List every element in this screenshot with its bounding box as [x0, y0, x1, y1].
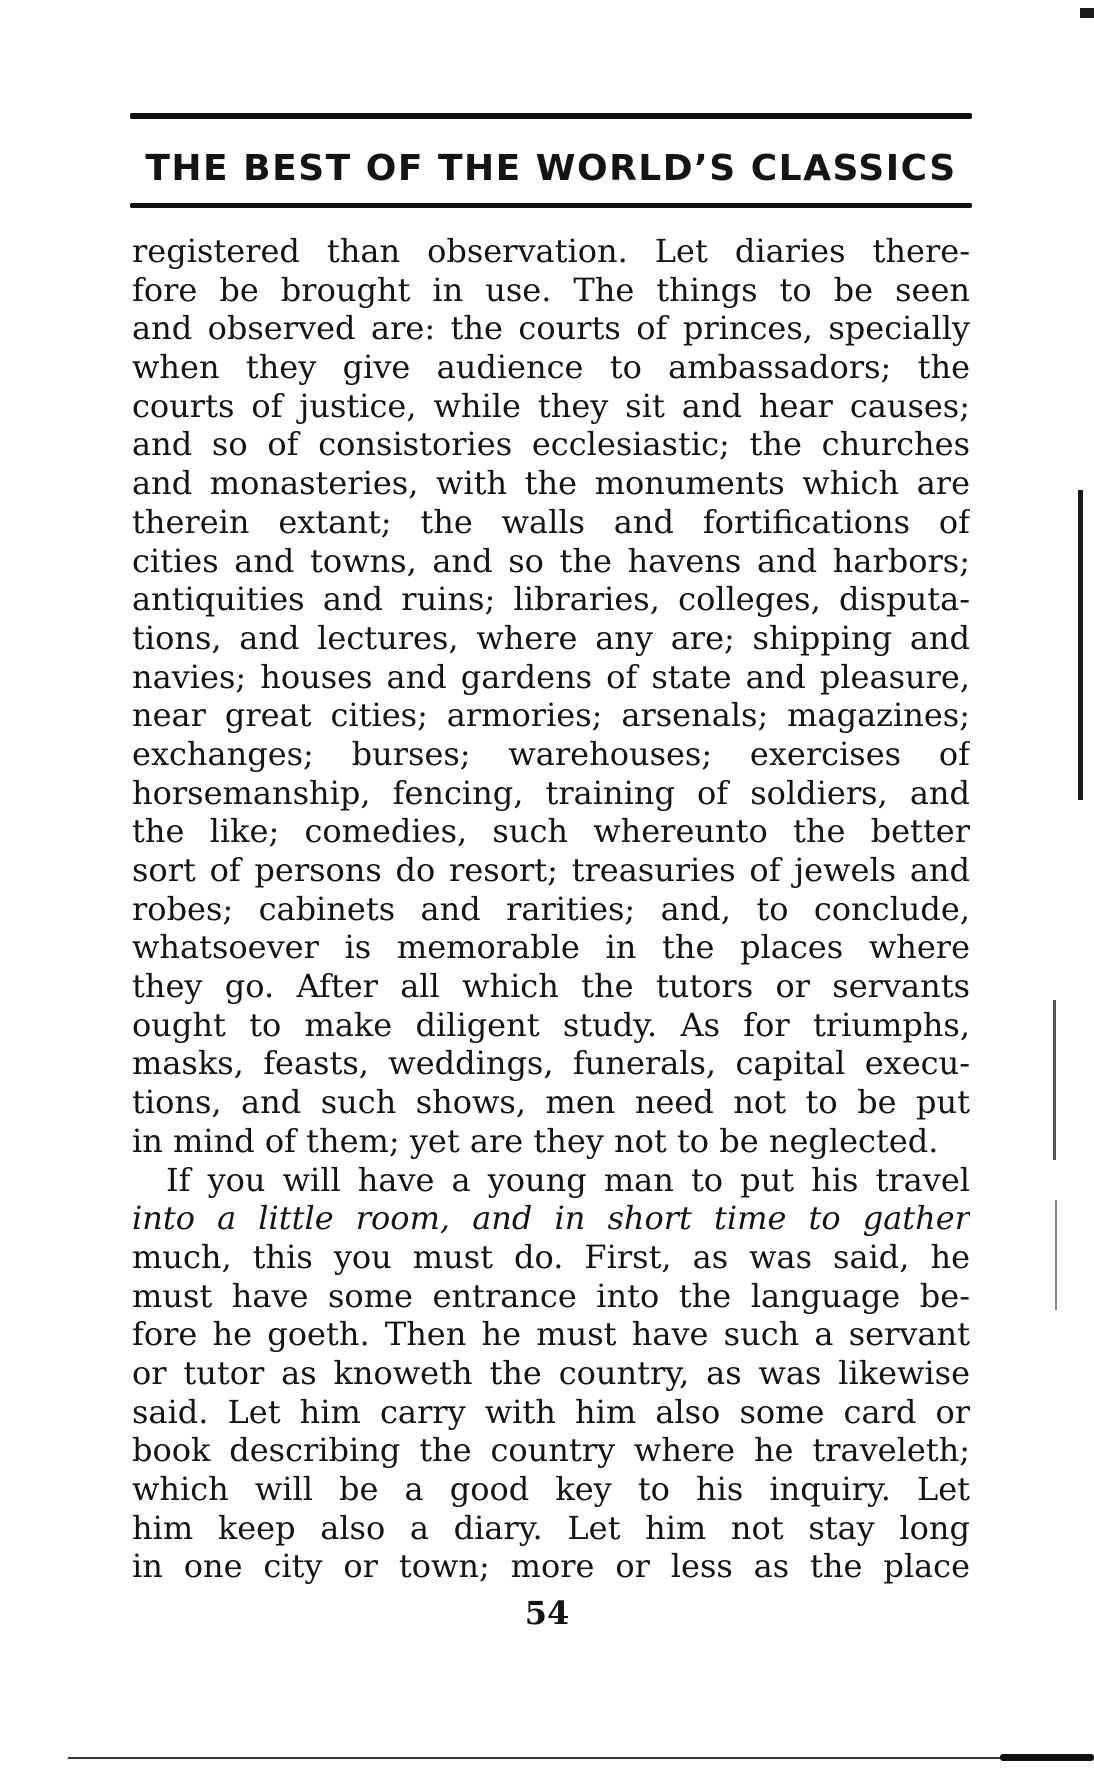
text-line: horsemanship, fencing, training of soldiers, and — [132, 773, 970, 812]
text-line: ought to make diligent study. As for triumphs, — [132, 1005, 970, 1044]
text-line: tions, and lectures, where any are; shipping and — [132, 618, 970, 657]
text-line-italic — [132, 1199, 970, 1238]
text-line: or tutor as knoweth the country, as was likewise — [132, 1353, 970, 1392]
margin-ink-mark — [1053, 1000, 1056, 1160]
margin-ink-mark — [1078, 490, 1083, 800]
text-line: and monasteries, with the monuments which are — [132, 464, 970, 503]
text-line: in mind of them; yet are they not to be neglected. — [132, 1121, 939, 1160]
page-number: 54 — [524, 1594, 570, 1632]
text-line: registered than observation. Let diaries there- — [132, 232, 970, 270]
text-line: cities and towns, and so the havens and harbors; — [132, 541, 970, 580]
text-line: fore be brought in use. The things to be seen — [132, 270, 970, 309]
paragraph-2 — [132, 1161, 970, 1587]
text-line: book describing the country where he traveleth; — [132, 1431, 970, 1470]
text-line: must have some entrance into the language be- — [132, 1276, 970, 1315]
text-line: the like; comedies, such whereunto the better — [132, 812, 970, 851]
margin-ink-mark — [1055, 1200, 1057, 1310]
paragraph-1 — [132, 232, 970, 1161]
text-line: fore he goeth. Then he must have such a servant — [132, 1315, 970, 1354]
header-top-rule — [130, 113, 972, 119]
text-line: near great cities; armories; arsenals; magazines; — [132, 696, 970, 735]
text-line: said. Let him carry with him also some card or — [132, 1392, 970, 1431]
text-line: robes; cabinets and rarities; and, to conclude, — [132, 889, 970, 928]
text-line: whatsoever is memorable in the places where — [132, 928, 970, 967]
text-line: him keep also a diary. Let him not stay long — [132, 1508, 970, 1547]
text-line: and observed are: the courts of princes, specially — [132, 309, 970, 348]
page-bottom-edge — [68, 1757, 1094, 1759]
body-text — [132, 232, 970, 1586]
text-line: If you will have a young man to put his travel — [166, 1160, 970, 1199]
header-bottom-rule — [130, 203, 972, 208]
corner-ink-mark — [1080, 8, 1094, 18]
text-line: sort of persons do resort; treasuries of jewels and — [132, 851, 970, 889]
text-line: much, this you must do. First, as was said, he — [132, 1237, 970, 1276]
text-line: which will be a good key to his inquiry. Let — [132, 1470, 970, 1508]
text-line: they go. After all which the tutors or servants — [132, 967, 970, 1006]
text-line: therein extant; the walls and fortifications of — [132, 502, 970, 541]
text-line: in one city or town; more or less as the place — [132, 1547, 970, 1586]
text-line: antiquities and ruins; libraries, colleges, disputa- — [132, 580, 970, 619]
text-line: exchanges; burses; warehouses; exercises of — [132, 734, 970, 773]
text-line: courts of justice, while they sit and hear causes; — [132, 386, 970, 425]
text-line: tions, and such shows, men need not to be put — [132, 1083, 970, 1122]
text-line: navies; houses and gardens of state and pleasure, — [132, 657, 970, 696]
running-header: THE BEST OF THE WORLD’S CLASSICS — [145, 148, 957, 189]
bottom-ink-mark — [1000, 1754, 1094, 1761]
text-line: when they give audience to ambassadors; the — [132, 348, 970, 387]
italic-text: into a little room, and in short time to gather — [132, 1199, 970, 1238]
text-line: masks, feasts, weddings, funerals, capital execu- — [132, 1044, 970, 1083]
text-line: and so of consistories ecclesiastic; the churches — [132, 425, 970, 464]
